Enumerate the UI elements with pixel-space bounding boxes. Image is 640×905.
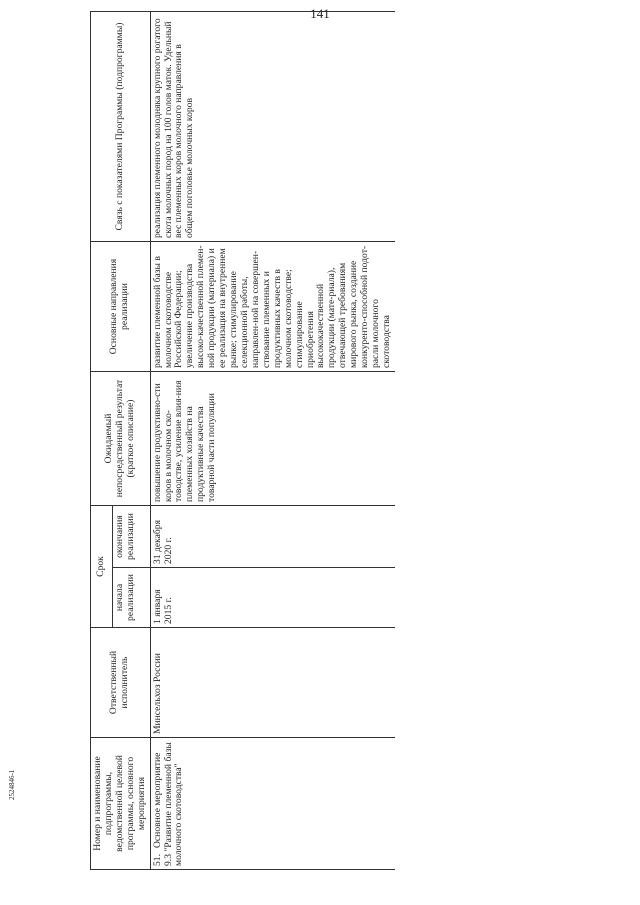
header-term-end: окончания реализации [113, 506, 150, 568]
header-result: Ожидаемый непосредственный результат (краткое описание) [91, 372, 151, 506]
program-table [90, 11, 395, 870]
row-name: Основное мероприятие 9.3 "Развитие племенной базы молочного скотоводства" [151, 742, 185, 866]
row-number: 51. [151, 854, 163, 866]
cell-name [150, 738, 395, 870]
header-row [91, 12, 113, 870]
cell-executor: Минсельхоз России [150, 628, 395, 738]
table-row [150, 12, 395, 870]
header-directions: Основные направления реализации [91, 242, 151, 372]
header-term: Срок [91, 506, 113, 628]
header-name: Номер и наименование подпрограммы, ведомственной целевой программы, основного мероприятия [91, 738, 151, 870]
header-executor: Ответственный исполнитель [91, 628, 151, 738]
cell-result: повышение продуктивно-сти коров в молочном ско-товодстве, усиление влия-ния племенных хозяйств на продуктивные качества товарной части популяции [150, 372, 395, 506]
rotated-table-container [90, 12, 630, 870]
header-term-start: начала реализации [113, 568, 150, 628]
cell-directions: развитие племенной базы в молочном скотоводстве Российской Федерации; увеличение производства высоко-качественной племен-ной продукции (материала) и ее реализация на внутреннем рынке; стимулирование селекционной работы, направлен-ной на совершен-ствование племенных и продуктивных качеств в молочном скотоводстве; стимулирование приобретения высококачественной продукции (мате-риала), отвечающей требованиям мирового рынка, создание конкуренто-способной подот-расли молочного скотоводства [150, 242, 395, 372]
document-id: 2524846-1 [8, 769, 16, 800]
cell-link: реализация племенного молодняка крупного рогатого скота молочных пород на 100 голов маток. Удельный вес племенных коров молочного направления в общем поголовье молочных коров [150, 12, 395, 242]
page-number: 141 [310, 6, 330, 21]
cell-start: 1 января 2015 г. [150, 568, 395, 628]
header-link: Связь с показателями Программы (подпрограммы) [91, 12, 151, 242]
cell-end: 31 декабря 2020 г. [150, 506, 395, 568]
